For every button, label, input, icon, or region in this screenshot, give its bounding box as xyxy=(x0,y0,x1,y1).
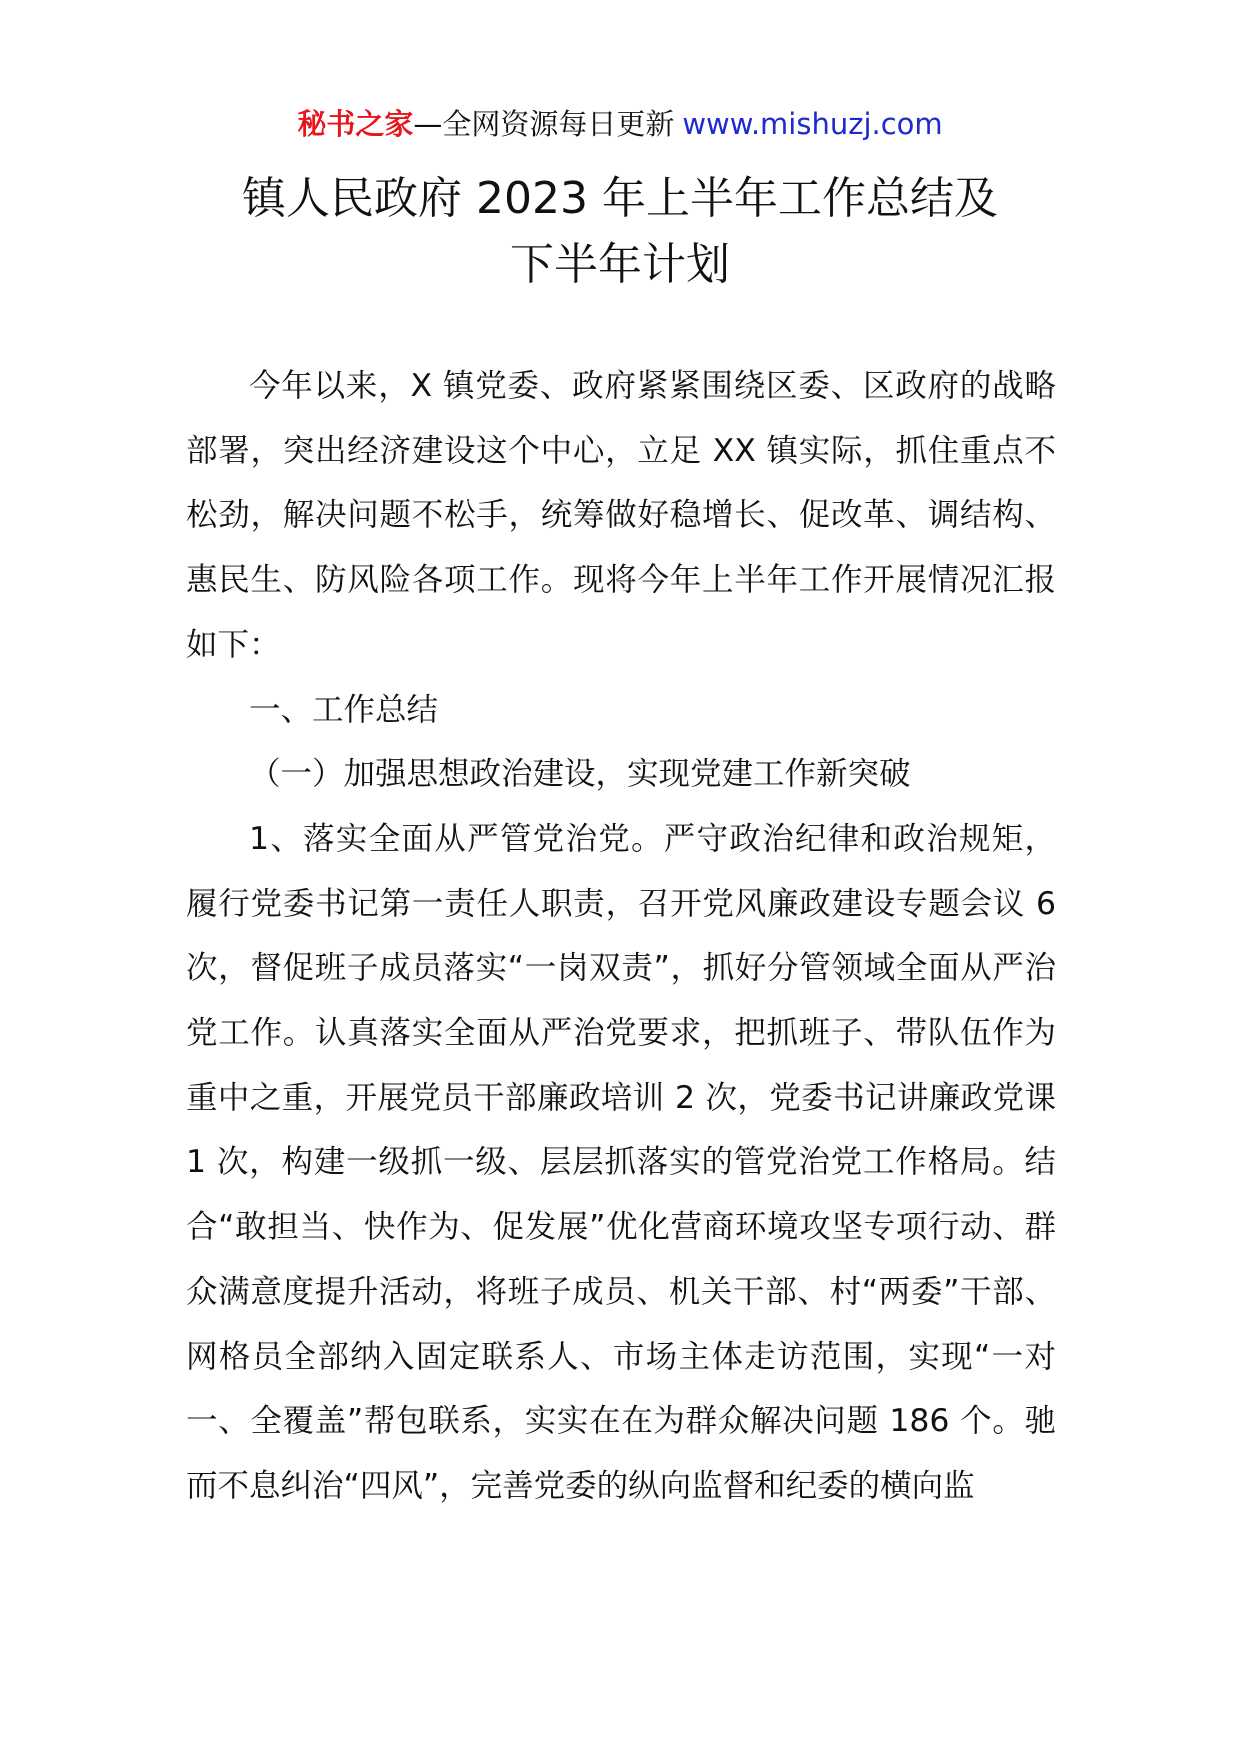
page-header xyxy=(0,104,1240,144)
subsection-heading-1: （一）加强思想政治建设，实现党建工作新突破 xyxy=(249,756,911,793)
section-heading-1: 一、工作总结 xyxy=(249,691,439,728)
document-body xyxy=(186,354,1056,1519)
title-line-1: 镇人民政府 2023 年上半年工作总结及 xyxy=(242,173,998,224)
document-title xyxy=(0,166,1240,298)
header-url-link[interactable]: www.mishuzj.com xyxy=(682,107,943,141)
header-dash: — xyxy=(413,107,443,141)
title-line-2: 下半年计划 xyxy=(510,239,730,290)
header-slogan: 全网资源每日更新 xyxy=(442,107,675,141)
item-paragraph-1: 1、落实全面从严管党治党。严守政治纪律和政治规矩，履行党委书记第一责任人职责，召开党风廉政建设专题会议 6 次，督促班子成员落实“一岗双责”，抓好分管领域全面从严治党工作。认真落实全面从严治党要求，把抓班子、带队伍作为重中之重，开展党员干部廉政培训 2 次，党委书记讲廉政党课 1 次，构建一级抓一级、层层抓落实的管党治党工作格局。结合“敢担当、快作为、促发展”优化营商环境攻坚专项行动、群众满意度提升活动，将班子成员、机关干部、村“两委”干部、网格员全部纳入固定联系人、市场主体走访范围，实现“一对一、全覆盖”帮包联系，实实在在为群众解决问题 186 个。驰而不息纠治“四风”，完善党委的纵向监督和纪委的横向监 xyxy=(186,820,1056,1504)
intro-paragraph: 今年以来，X 镇党委、政府紧紧围绕区委、区政府的战略部署，突出经济建设这个中心，立足 XX 镇实际，抓住重点不松劲，解决问题不松手，统筹做好稳增长、促改革、调结构、惠民生、防风险各项工作。现将今年上半年工作开展情况汇报如下： xyxy=(186,368,1056,663)
header-brand: 秘书之家 xyxy=(297,107,414,141)
